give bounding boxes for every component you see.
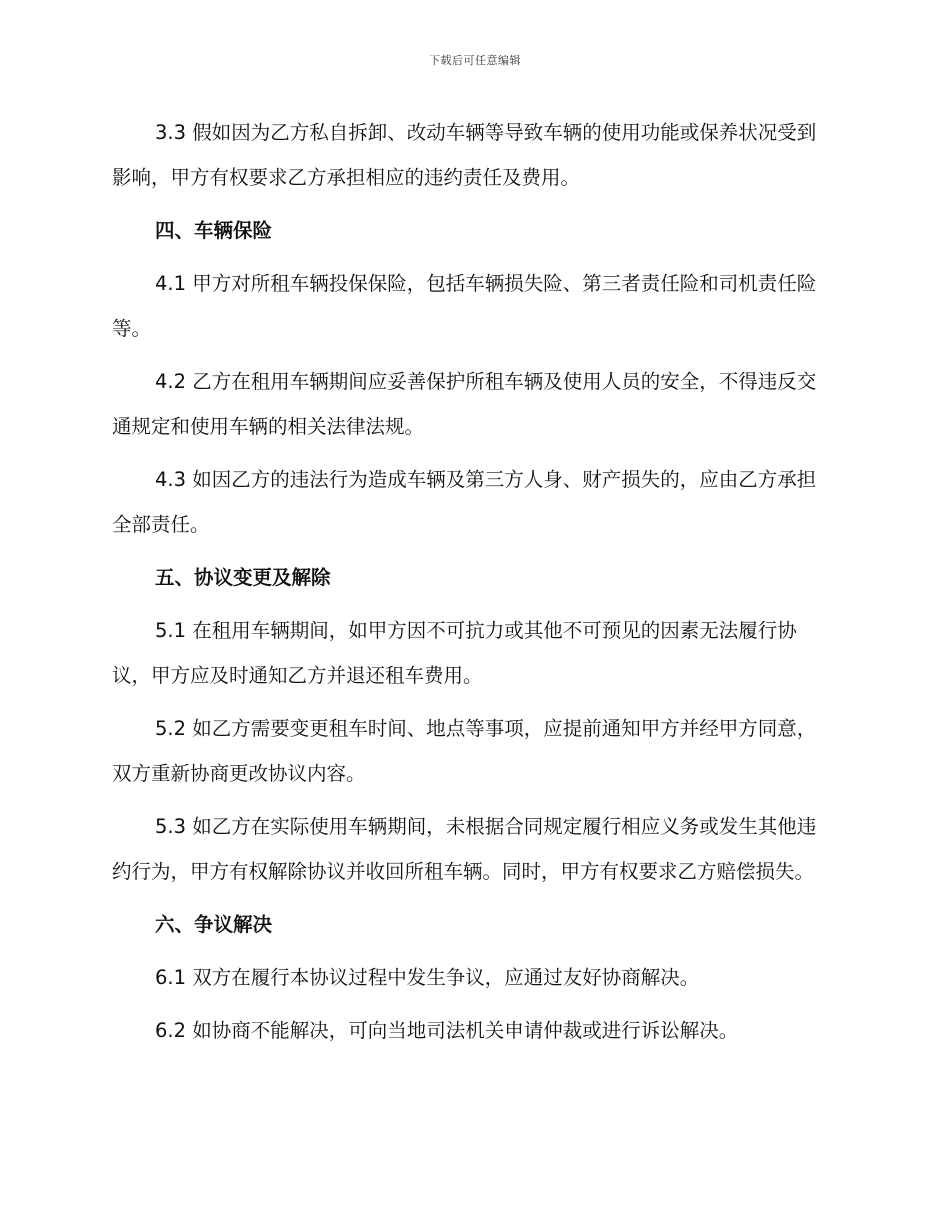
clause-6-2: 6.2 如协商不能解决，可向当地司法机关申请仲裁或进行诉讼解决。 — [155, 1019, 739, 1042]
clause-5-2: 5.2 如乙方需要变更租车时间、地点等事项，应提前通知甲方并经甲方同意，双方重新协商更改协议内容。 — [112, 717, 817, 785]
clause-3-3: 3.3 假如因为乙方私自拆卸、改动车辆等导致车辆的使用功能或保养状况受到影响，甲方有权要求乙方承担相应的违约责任及费用。 — [112, 121, 817, 189]
document-body — [112, 110, 830, 1061]
page-header: 下载后可任意编辑 — [429, 54, 521, 67]
clause-4-1: 4.1 甲方对所租车辆投保保险，包括车辆损失险、第三者责任险和司机责任险等。 — [112, 272, 817, 340]
section-heading-4: 四、车辆保险 — [155, 219, 273, 242]
clause-4-2: 4.2 乙方在租用车辆期间应妥善保护所租车辆及使用人员的安全，不得违反交通规定和使用车辆的相关法律法规。 — [112, 370, 817, 438]
clause-6-1: 6.1 双方在履行本协议过程中发生争议，应通过友好协商解决。 — [155, 966, 700, 989]
clause-4-3: 4.3 如因乙方的违法行为造成车辆及第三方人身、财产损失的，应由乙方承担全部责任。 — [112, 468, 817, 536]
clause-5-3: 5.3 如乙方在实际使用车辆期间，未根据合同规定履行相应义务或发生其他违约行为，甲方有权解除协议并收回所租车辆。同时，甲方有权要求乙方赔偿损失。 — [112, 815, 817, 883]
section-heading-6: 六、争议解决 — [155, 913, 273, 936]
section-heading-5: 五、协议变更及解除 — [155, 566, 331, 589]
clause-5-1: 5.1 在租用车辆期间，如甲方因不可抗力或其他不可预见的因素无法履行协议，甲方应及时通知乙方并退还租车费用。 — [112, 619, 797, 687]
